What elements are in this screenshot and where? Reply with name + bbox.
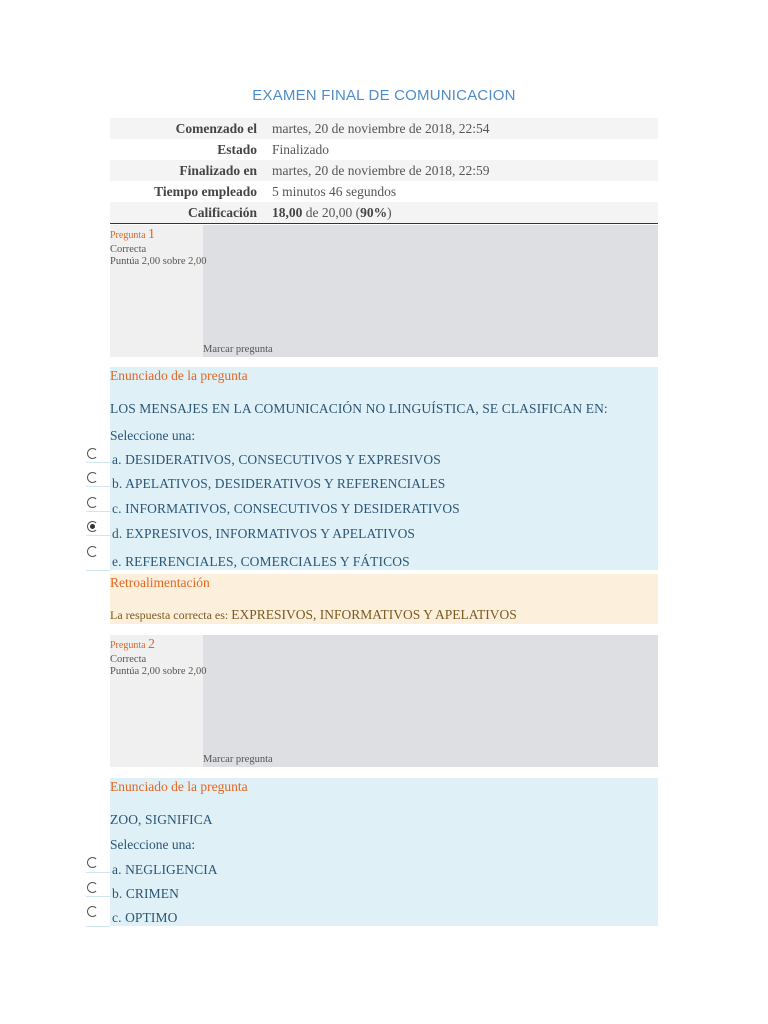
summary-value — [257, 205, 392, 221]
summary-row-state — [110, 139, 658, 160]
option-text: EXPRESIVOS, INFORMATIVOS Y APELATIVOS — [125, 526, 416, 541]
option-letter: a. — [112, 452, 122, 467]
divider — [86, 511, 110, 512]
summary-row-time — [110, 181, 658, 202]
feedback-header: Retroalimentación — [110, 575, 210, 590]
option-letter: b. — [112, 886, 123, 901]
flag-question-link[interactable]: Marcar pregunta — [203, 344, 273, 355]
question-grade: Puntúa 2,00 sobre 2,00 — [110, 256, 207, 267]
summary-value: Finalizado — [272, 141, 329, 157]
answer-option[interactable] — [112, 910, 177, 926]
question-num: 2 — [148, 637, 156, 652]
answer-option[interactable] — [112, 554, 410, 570]
summary-label: Calificación — [188, 204, 257, 220]
option-letter: c. — [112, 501, 122, 516]
select-prompt: Seleccione una: — [110, 428, 196, 443]
answer-option-selected[interactable] — [112, 526, 415, 542]
question-text-2 — [110, 778, 658, 926]
option-text: DESIDERATIVOS, CONSECUTIVOS Y EXPRESIVOS — [125, 452, 441, 467]
option-letter: b. — [112, 476, 123, 491]
grade-end: ) — [387, 204, 392, 220]
question-text-1 — [110, 367, 658, 570]
radio-button[interactable] — [87, 497, 98, 508]
option-letter: a. — [112, 862, 122, 877]
question-label: Pregunta — [110, 640, 146, 651]
grade-percent: 90% — [360, 204, 388, 220]
option-text: REFERENCIALES, COMERCIALES Y FÁTICOS — [125, 554, 410, 569]
summary-value: martes, 20 de noviembre de 2018, 22:54 — [272, 120, 490, 136]
option-text: APELATIVOS, DESIDERATIVOS Y REFERENCIALES — [125, 476, 446, 491]
option-text: NEGLIGENCIA — [125, 862, 218, 877]
option-letter: d. — [112, 526, 123, 541]
feedback-text — [110, 607, 517, 623]
question-number — [110, 227, 155, 243]
select-prompt: Seleccione una: — [110, 837, 196, 852]
divider — [86, 926, 110, 927]
option-text: INFORMATIVOS, CONSECUTIVOS Y DESIDERATIVOS — [125, 501, 460, 516]
radio-button[interactable] — [87, 546, 98, 557]
option-text: CRIMEN — [125, 886, 179, 901]
question-label: Pregunta — [110, 230, 146, 241]
summary-value: martes, 20 de noviembre de 2018, 22:59 — [272, 162, 490, 178]
question-header: Enunciado de la pregunta — [110, 779, 248, 794]
question-info-2 — [110, 635, 658, 767]
question-state: Correcta — [110, 654, 147, 665]
question-num: 1 — [148, 227, 156, 242]
summary-row-started — [110, 118, 658, 139]
answer-option[interactable] — [112, 862, 218, 878]
summary-row-grade — [110, 202, 658, 223]
summary-label: Finalizado en — [179, 162, 257, 178]
summary-label: Tiempo empleado — [154, 183, 257, 199]
summary-label: Comenzado el — [175, 120, 257, 136]
feedback-prefix: La respuesta correcta es: — [110, 608, 232, 622]
divider — [86, 570, 110, 571]
question-state: Correcta — [110, 244, 147, 255]
divider — [86, 896, 110, 897]
option-letter: e. — [112, 554, 122, 569]
question-grade: Puntúa 2,00 sobre 2,00 — [110, 666, 207, 677]
radio-button[interactable] — [87, 448, 98, 459]
option-letter: c. — [112, 910, 122, 925]
divider — [86, 535, 110, 536]
answer-option[interactable] — [112, 501, 460, 517]
answer-option[interactable] — [112, 452, 441, 468]
divider — [86, 872, 110, 873]
page-title: EXAMEN FINAL DE COMUNICACION — [252, 87, 516, 104]
question-number — [110, 637, 155, 653]
divider — [86, 462, 110, 463]
summary-row-finished — [110, 160, 658, 181]
divider — [86, 486, 110, 487]
grade-score: 18,00 — [272, 204, 303, 220]
radio-button[interactable] — [87, 472, 98, 483]
option-text: OPTIMO — [125, 910, 178, 925]
question-header: Enunciado de la pregunta — [110, 368, 248, 383]
question-stem: LOS MENSAJES EN LA COMUNICACIÓN NO LINGUÍSTICA, SE CLASIFICAN EN: — [110, 401, 608, 416]
grade-mid: de 20,00 ( — [302, 204, 361, 220]
question-stem: ZOO, SIGNIFICA — [110, 812, 213, 827]
summary-value: 5 minutos 46 segundos — [272, 183, 397, 199]
attempt-summary — [110, 118, 658, 224]
radio-button-checked[interactable] — [87, 521, 98, 532]
radio-button[interactable] — [87, 882, 98, 893]
flag-question-link[interactable]: Marcar pregunta — [203, 754, 273, 765]
radio-button[interactable] — [87, 857, 98, 868]
feedback-answer: EXPRESIVOS, INFORMATIVOS Y APELATIVOS — [231, 607, 517, 622]
question-info-1 — [110, 225, 658, 357]
feedback-box — [110, 574, 658, 624]
radio-button[interactable] — [87, 906, 98, 917]
answer-option[interactable] — [112, 886, 179, 902]
answer-option[interactable] — [112, 476, 445, 492]
summary-label: Estado — [217, 141, 257, 157]
